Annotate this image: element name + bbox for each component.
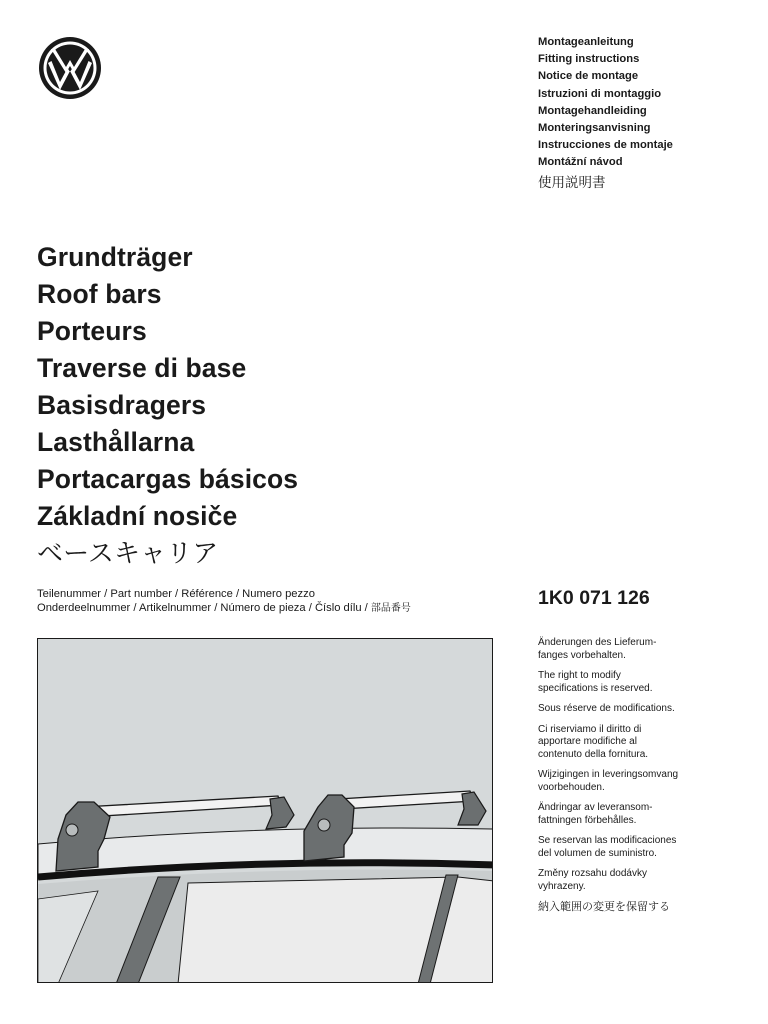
title-cs: Základní nosiče [37, 501, 238, 531]
note-cs: Změny rozsahu dodávky vyhrazeny. [538, 868, 647, 892]
part-number: 1K0 071 126 [538, 587, 650, 609]
instruction-language-list [538, 34, 673, 193]
title-it: Traverse di base [37, 353, 247, 383]
title-nl: Basisdragers [37, 390, 207, 420]
instruction-label-cs: Montážní návod [538, 156, 623, 169]
product-title-list [37, 239, 298, 572]
title-de: Grundträger [37, 242, 193, 272]
instruction-label-ja: 使用説明書 [538, 174, 606, 190]
roof-bars-on-car-illustration [38, 639, 493, 983]
note-it: Ci riserviamo il diritto di apportare modifiche al contenuto della fornitura. [538, 723, 649, 760]
title-en: Roof bars [37, 279, 162, 309]
vw-logo-icon [37, 35, 103, 101]
illustration-frame [37, 638, 493, 983]
note-nl: Wijzigingen in leveringsomvang voorbehouden. [538, 769, 679, 793]
instruction-label-de: Montageanleitung [538, 36, 634, 48]
note-sv: Ändringar av leveransom- fattningen förbehålles. [538, 802, 653, 826]
part-number-labels [37, 587, 411, 616]
note-de: Änderungen des Lieferum- fanges vorbehalten. [538, 637, 657, 661]
part-number-label-line2 [37, 601, 411, 616]
title-es: Portacargas básicos [37, 464, 299, 494]
instruction-label-nl: Montagehandleiding [538, 104, 647, 117]
title-ja: ベースキャリア [37, 538, 219, 568]
instruction-label-it: Istruzioni di montaggio [538, 87, 662, 100]
note-es: Se reservan las modificaciones del volumen de suministro. [538, 835, 677, 859]
title-sv: Lasthållarna [37, 427, 195, 457]
instruction-label-fr: Notice de montage [538, 70, 639, 83]
note-en: The right to modify specifications is reserved. [538, 670, 653, 694]
part-number-label-ja: 部品番号 [370, 603, 411, 614]
part-number-label-line2-text: Onderdeelnummer / Artikelnummer / Número de pieza / Číslo dílu / [37, 602, 371, 614]
note-ja: 納入範囲の変更を保留する [538, 901, 670, 913]
instruction-label-es: Instrucciones de montaje [538, 139, 673, 152]
title-fr: Porteurs [37, 316, 147, 346]
instruction-label-en: Fitting instructions [538, 53, 640, 66]
instruction-label-sv: Monteringsanvisning [538, 122, 651, 135]
note-fr: Sous réserve de modifications. [538, 703, 675, 714]
modification-notes [538, 637, 738, 922]
part-number-label-line1: Teilenummer / Part number / Référence / Numero pezzo [37, 588, 315, 600]
